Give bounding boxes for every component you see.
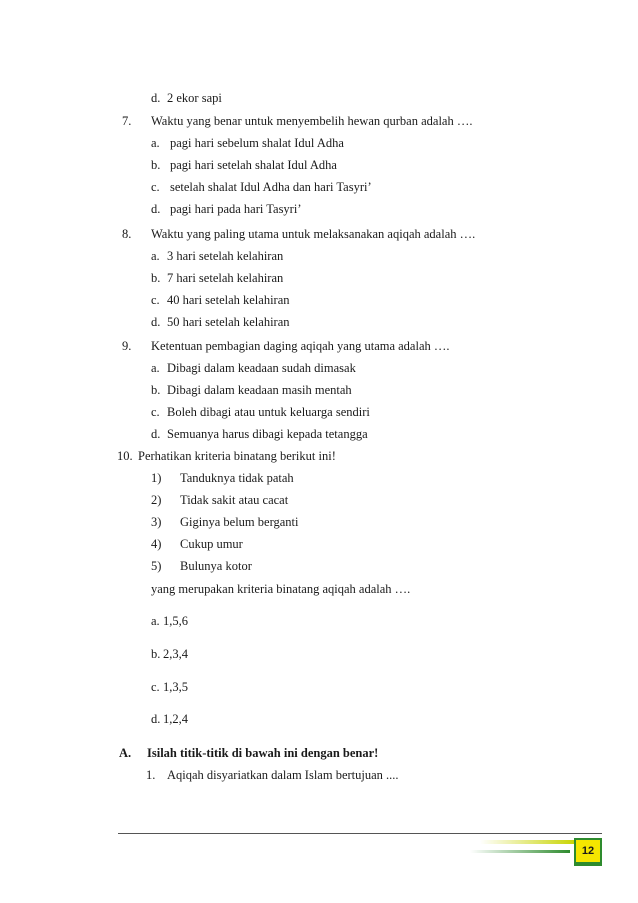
option-text: 50 hari setelah kelahiran [167,315,290,329]
option-text: 40 hari setelah kelahiran [167,293,290,307]
criterion-number: 4) [151,537,162,551]
criterion-number: 2) [151,493,162,507]
option-text: pagi hari setelah shalat Idul Adha [170,158,337,172]
option-letter: c. [151,680,160,694]
footer-accent-bar-yellow [480,840,576,844]
option-letter: c. [151,180,160,194]
option-text: 7 hari setelah kelahiran [167,271,284,285]
option-text: Semuanya harus dibagi kepada tetangga [167,427,368,441]
option-letter: b. [151,271,161,285]
question-number: 7. [122,114,132,128]
item-text: Aqiqah disyariatkan dalam Islam bertujuan .... [167,768,399,782]
option-text: 1,3,5 [163,680,188,694]
option-letter: d. [151,202,161,216]
option-text: pagi hari sebelum shalat Idul Adha [170,136,344,150]
question-number: 9. [122,339,132,353]
option-letter: a. [151,614,160,628]
criterion-number: 1) [151,471,162,485]
page-number-badge [574,838,602,866]
option-letter: c. [151,405,160,419]
criterion-text: Cukup umur [180,537,243,551]
page-number: 12 [576,840,600,862]
item-number: 1. [146,768,156,782]
option-text: 2 ekor sapi [167,91,222,105]
option-text: Dibagi dalam keadaan sudah dimasak [167,361,356,375]
option-letter: d. [151,712,161,726]
footer-accent-bar-green [470,850,570,853]
prompt-text: yang merupakan kriteria binatang aqiqah adalah …. [151,582,411,596]
option-letter: a. [151,361,160,375]
option-letter: d. [151,315,161,329]
criterion-number: 5) [151,559,162,573]
criterion-text: Tidak sakit atau cacat [180,493,289,507]
option-letter: b. [151,383,161,397]
question-text: Ketentuan pembagian daging aqiqah yang utama adalah …. [151,339,450,353]
option-letter: a. [151,249,160,263]
option-letter: b. [151,647,161,661]
question-number: 10. [117,449,133,463]
section-letter: A. [119,746,132,760]
option-text: setelah shalat Idul Adha dan hari Tasyri’ [170,180,372,194]
criterion-number: 3) [151,515,162,529]
option-letter: d. [151,91,161,105]
section-heading-text: Isilah titik-titik di bawah ini dengan benar! [147,746,379,760]
option-text: pagi hari pada hari Tasyri’ [170,202,302,216]
option-text: Boleh dibagi atau untuk keluarga sendiri [167,405,370,419]
option-text: Dibagi dalam keadaan masih mentah [167,383,352,397]
option-text: 2,3,4 [163,647,188,661]
option-text: 1,5,6 [163,614,188,628]
criterion-text: Giginya belum berganti [180,515,299,529]
footer-divider [118,833,602,834]
question-number: 8. [122,227,132,241]
option-letter: b. [151,158,161,172]
criterion-text: Tanduknya tidak patah [180,471,294,485]
criterion-text: Bulunya kotor [180,559,252,573]
option-letter: a. [151,136,160,150]
option-letter: d. [151,427,161,441]
question-text: Waktu yang benar untuk menyembelih hewan qurban adalah …. [151,114,473,128]
question-text: Perhatikan kriteria binatang berikut ini! [138,449,336,463]
option-letter: c. [151,293,160,307]
option-text: 3 hari setelah kelahiran [167,249,284,263]
option-text: 1,2,4 [163,712,188,726]
question-text: Waktu yang paling utama untuk melaksanakan aqiqah adalah …. [151,227,476,241]
